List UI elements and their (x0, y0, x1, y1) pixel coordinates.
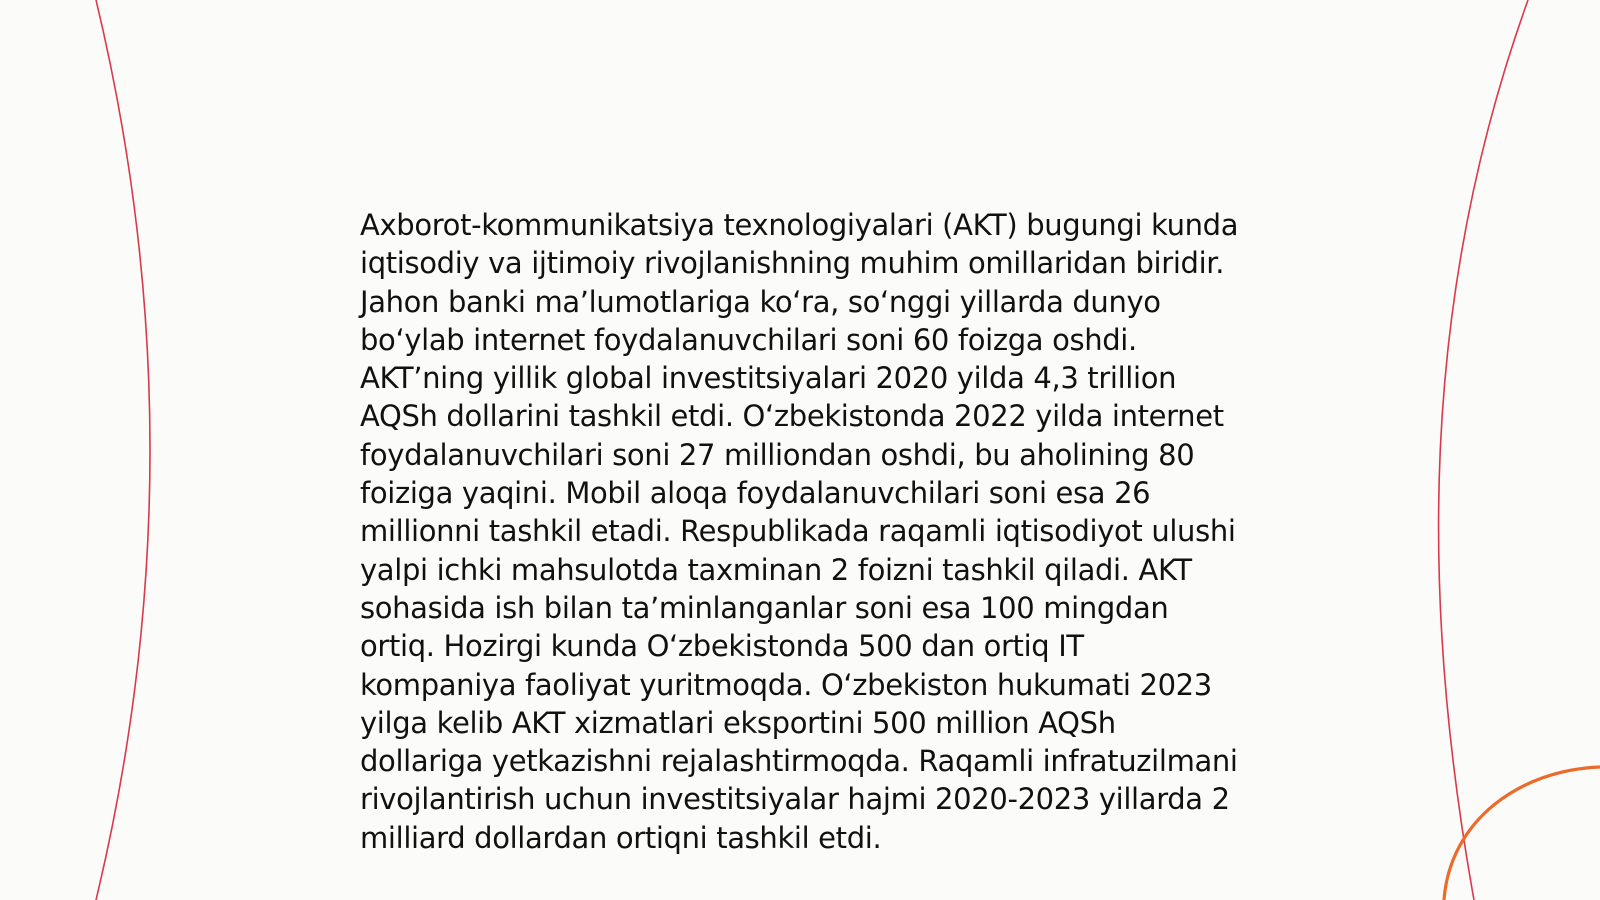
orange-arc (1444, 767, 1600, 900)
body-paragraph: Axborot-kommunikatsiya texnologiyalari (AKT) bugungi kunda iqtisodiy va ijtimoiy rivojlanishning muhim omillaridan biridir. Jahon banki maʼlumotlariga koʻra, soʻnggi yillarda dunyo boʻylab internet foydalanuvchilari soni 60 foizga oshdi. AKTʼning yillik global investitsiyalari 2020 yilda 4,3 trillion AQSh dollarini tashkil etdi. Oʻzbekistonda 2022 yilda internet foydalanuvchilari soni 27 milliondan oshdi, bu aholining 80 foiziga yaqini. Mobil aloqa foydalanuvchilari soni esa 26 millionni tashkil etadi. Respublikada raqamli iqtisodiyot ulushi yalpi ichki mahsulotda taxminan 2 foizni tashkil qiladi. AKT sohasida ish bilan taʼminlanganlar soni esa 100 mingdan ortiq. Hozirgi kunda Oʻzbekistonda 500 dan ortiq IT kompaniya faoliyat yuritmoqda. Oʻzbekiston hukumati 2023 yilga kelib AKT xizmatlari eksportini 500 million AQSh dollariga yetkazishni rejalashtirmoqda. Raqamli infratuzilmani rivojlantirish uchun investitsiyalar hajmi 2020-2023 yillarda 2 milliard dollardan ortiqni tashkil etdi. (360, 208, 1239, 855)
right-curve-line (1439, 0, 1528, 900)
left-curve-line (96, 0, 150, 900)
